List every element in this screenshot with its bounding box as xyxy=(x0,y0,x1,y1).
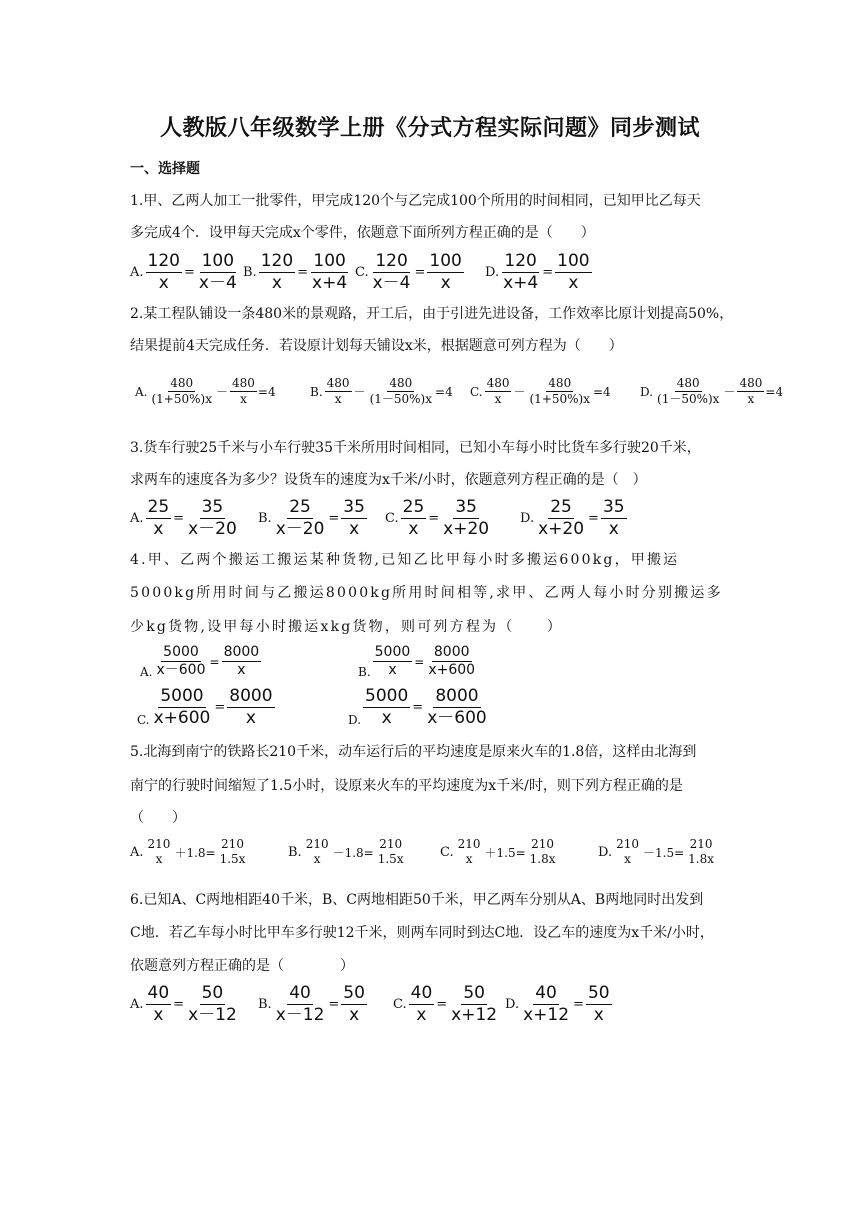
denominator: x xyxy=(271,272,282,293)
fraction xyxy=(536,498,586,538)
q4-option-a[interactable] xyxy=(140,645,262,679)
fraction xyxy=(528,377,593,406)
numerator: 40 xyxy=(147,983,170,1003)
fraction xyxy=(146,838,173,866)
numerator: 480 xyxy=(387,377,414,392)
fraction xyxy=(230,377,257,406)
numerator: 35 xyxy=(201,497,224,517)
equals-sign: = xyxy=(328,510,340,526)
numerator: 480 xyxy=(168,377,195,392)
q6-option-d[interactable] xyxy=(505,984,613,1024)
numerator: 210 xyxy=(531,837,555,851)
numerator: 120 xyxy=(504,251,537,271)
numerator: 8000 xyxy=(229,686,273,706)
option-label: C. xyxy=(470,384,483,399)
q4-text-line-3: 少kg货物,设甲每小时搬运xkg货物，则可列方程为（ ） xyxy=(130,619,564,635)
option-label: D. xyxy=(348,713,362,728)
numerator: 480 xyxy=(325,377,352,392)
fraction xyxy=(310,252,349,292)
denominator: x xyxy=(237,662,246,679)
numerator: 40 xyxy=(289,983,311,1003)
denominator: x xyxy=(608,518,619,539)
numerator: 40 xyxy=(410,983,433,1003)
option-label: B. xyxy=(258,996,272,1012)
fraction xyxy=(259,252,295,292)
equals-sign: = xyxy=(412,699,424,715)
denominator: x xyxy=(349,1004,360,1025)
q3-text-line-1: 3.货车行驶25千米与小车行驶35千米所用时间相同，已知小车每小时比货车多行驶20千米， xyxy=(130,440,701,456)
equals-sign: = xyxy=(328,996,340,1012)
denominator: x－600 xyxy=(427,707,487,728)
option-label: A. xyxy=(130,510,144,526)
numerator: 210 xyxy=(221,837,244,851)
denominator: x+4 xyxy=(312,272,348,293)
q6-option-b[interactable] xyxy=(258,984,368,1024)
denominator: x xyxy=(624,852,631,867)
numerator: 35 xyxy=(602,497,625,517)
operator: －1.8= xyxy=(332,845,374,860)
numerator: 35 xyxy=(455,497,477,517)
denominator: x xyxy=(593,1004,604,1025)
denominator: x xyxy=(153,1004,164,1025)
fraction xyxy=(146,498,172,538)
option-label: B. xyxy=(310,384,323,399)
denominator: 1.8x xyxy=(688,852,714,867)
option-label: A. xyxy=(135,384,148,399)
fraction xyxy=(426,645,477,679)
fraction xyxy=(274,984,327,1024)
numerator: 210 xyxy=(616,837,639,851)
denominator: x xyxy=(155,852,163,867)
denominator: x xyxy=(408,518,419,539)
denominator: x+12 xyxy=(523,1004,570,1025)
fraction xyxy=(222,645,262,679)
fraction xyxy=(186,984,239,1024)
denominator: x xyxy=(747,392,755,407)
q5-text-line-2: 南宁的行驶时间缩短了1.5小时，设原来火车的平均速度为x千米/时，则下列方程正确的是 xyxy=(130,778,683,794)
fraction xyxy=(601,498,627,538)
q3-option-c[interactable] xyxy=(385,498,492,538)
operator: ＋1.8= xyxy=(174,845,216,860)
equals-value: =4 xyxy=(257,384,276,399)
q6-text-line-2: C地．若乙车每小时比甲车多行驶12千米，则两车同时到达C地．设乙车的速度为x千米/小时， xyxy=(130,925,714,941)
denominator: x+4 xyxy=(503,272,539,293)
numerator: 5000 xyxy=(161,645,201,662)
fraction xyxy=(146,252,182,292)
numerator: 210 xyxy=(457,837,481,851)
numerator: 50 xyxy=(201,983,224,1003)
fraction xyxy=(614,838,641,866)
q3-option-b[interactable] xyxy=(258,498,368,538)
q2-option-a[interactable] xyxy=(135,377,276,406)
fraction xyxy=(325,377,352,406)
fraction xyxy=(528,838,558,866)
denominator: x－600 xyxy=(156,662,206,679)
denominator: x xyxy=(568,272,579,293)
equals-sign: = xyxy=(173,510,185,526)
q6-text-line-3: 依题意列方程正确的是（ ） xyxy=(130,958,354,974)
fraction xyxy=(521,984,571,1024)
denominator: x－20 xyxy=(275,518,325,539)
fraction xyxy=(154,645,207,679)
numerator: 8000 xyxy=(435,686,479,706)
numerator: 480 xyxy=(546,377,573,392)
operator: －1.5= xyxy=(643,845,685,860)
section-heading: 一、选择题 xyxy=(130,161,200,177)
numerator: 100 xyxy=(557,251,590,271)
denominator: x xyxy=(381,707,392,728)
denominator: x－4 xyxy=(198,272,237,293)
option-label: C. xyxy=(393,996,407,1012)
q2-option-c[interactable] xyxy=(470,377,611,406)
fraction xyxy=(449,984,499,1024)
q6-option-a[interactable] xyxy=(130,984,240,1024)
numerator: 210 xyxy=(379,837,403,851)
fraction xyxy=(427,252,463,292)
equals-sign: = xyxy=(173,996,185,1012)
fraction xyxy=(341,984,367,1024)
equals-sign: = xyxy=(414,264,426,280)
denominator: x+20 xyxy=(443,518,490,539)
option-label: D. xyxy=(485,264,500,280)
equals-sign: = xyxy=(214,699,226,715)
numerator: 120 xyxy=(260,251,294,271)
q3-option-a[interactable] xyxy=(130,498,240,538)
equals-value: =4 xyxy=(435,384,453,399)
fraction xyxy=(586,984,612,1024)
denominator: x xyxy=(334,392,342,407)
numerator: 25 xyxy=(289,497,311,517)
denominator: x xyxy=(153,518,164,539)
option-label: B. xyxy=(258,510,272,526)
equals-value: =4 xyxy=(765,384,784,399)
fraction xyxy=(227,687,274,727)
fraction xyxy=(456,838,483,866)
numerator: 25 xyxy=(550,497,572,517)
fraction xyxy=(655,377,721,406)
equals-sign: = xyxy=(297,264,309,280)
denominator: x+12 xyxy=(451,1004,498,1025)
q4-text-line-1: 4.甲、乙两个搬运工搬运某种货物,已知乙比甲每小时多搬运600kg，甲搬运 xyxy=(130,552,680,568)
numerator: 100 xyxy=(201,251,235,271)
option-label: A. xyxy=(140,664,153,679)
option-label: C. xyxy=(137,713,150,728)
numerator: 480 xyxy=(675,377,702,392)
denominator: x xyxy=(388,662,397,679)
equals-sign: = xyxy=(183,264,195,280)
q2-option-b[interactable] xyxy=(310,377,453,406)
q5-option-c[interactable] xyxy=(440,838,559,866)
q1-option-d[interactable] xyxy=(485,252,593,292)
fraction xyxy=(368,377,434,406)
fraction xyxy=(373,645,413,679)
numerator: 5000 xyxy=(365,686,409,706)
numerator: 40 xyxy=(535,983,557,1003)
q4-option-b[interactable] xyxy=(358,645,478,679)
numerator: 50 xyxy=(463,983,485,1003)
equals-sign: = xyxy=(588,510,599,526)
numerator: 120 xyxy=(375,251,408,271)
fraction xyxy=(409,984,435,1024)
fraction xyxy=(555,252,591,292)
fraction xyxy=(441,498,491,538)
numerator: 100 xyxy=(313,251,346,271)
option-label: D. xyxy=(505,996,520,1012)
numerator: 210 xyxy=(689,837,713,851)
numerator: 210 xyxy=(147,837,171,851)
denominator: 1.8x xyxy=(529,852,556,867)
numerator: 210 xyxy=(305,837,329,851)
denominator: x xyxy=(494,392,502,407)
numerator: 5000 xyxy=(160,686,204,706)
numerator: 50 xyxy=(343,983,365,1003)
option-label: A. xyxy=(130,996,144,1012)
fraction xyxy=(363,687,410,727)
denominator: x xyxy=(240,392,247,407)
option-label: A. xyxy=(130,844,144,860)
denominator: (1－50%)x xyxy=(369,392,433,407)
equals-sign: = xyxy=(209,654,220,669)
q4-text-line-2: 5000kg所用时间与乙搬运8000kg所用时间相等,求甲、乙两人每小时分别搬运多 xyxy=(130,585,723,601)
denominator: x xyxy=(465,852,473,867)
fraction xyxy=(152,687,213,727)
option-label: C. xyxy=(355,264,369,280)
fraction xyxy=(146,984,172,1024)
option-label: B. xyxy=(358,664,371,679)
q5-text-line-3: （ ） xyxy=(130,810,186,826)
denominator: x+600 xyxy=(428,662,476,679)
fraction xyxy=(371,252,413,292)
equals-value: =4 xyxy=(593,384,611,399)
minus-sign: － xyxy=(215,385,228,400)
fraction xyxy=(485,377,512,406)
denominator: (1－50%)x xyxy=(657,392,720,407)
fraction xyxy=(376,838,406,866)
fraction xyxy=(304,838,331,866)
denominator: x+600 xyxy=(153,707,211,728)
q1-text-line-1: 1.甲、乙两人加工一批零件，甲完成120个与乙完成100个所用的时间相同，已知甲比乙每天 xyxy=(130,193,701,209)
equals-sign: = xyxy=(414,654,425,669)
option-label: B. xyxy=(288,844,302,860)
option-label: C. xyxy=(440,844,454,860)
q1-option-a[interactable] xyxy=(130,252,240,292)
operator: ＋1.5= xyxy=(484,845,526,860)
q6-text-line-1: 6.已知A、C两地相距40千米，B、C两地相距50千米，甲乙两车分别从A、B两地同时出发到 xyxy=(130,892,704,908)
denominator: x－12 xyxy=(275,1004,325,1025)
fraction xyxy=(218,838,248,866)
numerator: 480 xyxy=(230,377,257,392)
denominator: x－4 xyxy=(372,272,411,293)
numerator: 5000 xyxy=(373,645,413,662)
equals-sign: = xyxy=(573,996,584,1012)
denominator: x xyxy=(313,852,321,867)
q4-option-c[interactable] xyxy=(137,687,276,727)
fraction xyxy=(274,498,327,538)
denominator: (1+50%)x xyxy=(151,392,212,407)
q4-option-d[interactable] xyxy=(348,687,490,727)
page-title: 人教版八年级数学上册《分式方程实际问题》同步测试 xyxy=(159,116,700,141)
denominator: x－20 xyxy=(188,518,237,539)
fraction xyxy=(501,252,540,292)
option-label: D. xyxy=(640,384,654,399)
option-label: D. xyxy=(520,510,535,526)
denominator: (1+50%)x xyxy=(529,392,590,407)
fraction xyxy=(425,687,489,727)
numerator: 25 xyxy=(402,497,425,517)
fraction xyxy=(149,377,214,406)
numerator: 25 xyxy=(147,497,170,517)
minus-sign: － xyxy=(513,385,526,400)
denominator: x xyxy=(440,272,451,293)
q2-text-line-2: 结果提前4天完成任务．若设原计划每天铺设x米，根据题意可列方程为（ ） xyxy=(130,338,623,354)
q3-option-d[interactable] xyxy=(520,498,628,538)
equals-sign: = xyxy=(428,510,440,526)
fraction xyxy=(401,498,427,538)
q3-text-line-2: 求两车的速度各为多少？设货车的速度为x千米/小时，依题意列方程正确的是（ ） xyxy=(130,472,647,488)
option-label: D. xyxy=(598,844,613,860)
denominator: x+20 xyxy=(538,518,585,539)
fraction xyxy=(686,838,716,866)
denominator: x xyxy=(416,1004,427,1025)
numerator: 120 xyxy=(147,251,180,271)
numerator: 480 xyxy=(485,377,512,392)
equals-sign: = xyxy=(436,996,448,1012)
q5-text-line-1: 5.北海到南宁的铁路长210千米，动车运行后的平均速度是原来火车的1.8倍，这样由北海到 xyxy=(130,744,697,760)
option-label: A. xyxy=(130,264,144,280)
denominator: x xyxy=(349,518,360,539)
q5-option-d[interactable] xyxy=(598,838,717,866)
q6-option-c[interactable] xyxy=(393,984,500,1024)
option-label: B. xyxy=(243,264,257,280)
denominator: x－12 xyxy=(188,1004,237,1025)
denominator: 1.5x xyxy=(219,852,246,867)
equals-sign: = xyxy=(542,264,554,280)
q1-option-c[interactable] xyxy=(355,252,465,292)
q2-text-line-1: 2.某工程队铺设一条480米的景观路，开工后，由于引进先进设备，工作效率比原计划提高50%， xyxy=(130,306,734,322)
numerator: 8000 xyxy=(432,645,472,662)
q5-option-a[interactable] xyxy=(130,838,248,866)
q1-option-b[interactable] xyxy=(243,252,350,292)
q5-option-b[interactable] xyxy=(288,838,407,866)
fraction xyxy=(186,498,239,538)
fraction xyxy=(341,498,367,538)
numerator: 8000 xyxy=(222,645,262,662)
denominator: 1.5x xyxy=(377,852,404,867)
numerator: 100 xyxy=(429,251,462,271)
q2-option-d[interactable] xyxy=(640,377,783,406)
q1-text-line-2: 多完成4个．设甲每天完成x个零件，依题意下面所列方程正确的是（ ） xyxy=(130,225,595,241)
fraction xyxy=(737,377,764,406)
denominator: x xyxy=(158,272,169,293)
minus-sign: － xyxy=(353,385,366,400)
option-label: C. xyxy=(385,510,399,526)
minus-sign: － xyxy=(723,385,736,400)
fraction xyxy=(197,252,239,292)
numerator: 50 xyxy=(587,983,610,1003)
numerator: 480 xyxy=(737,377,764,392)
denominator: x xyxy=(245,707,256,728)
numerator: 35 xyxy=(343,497,365,517)
